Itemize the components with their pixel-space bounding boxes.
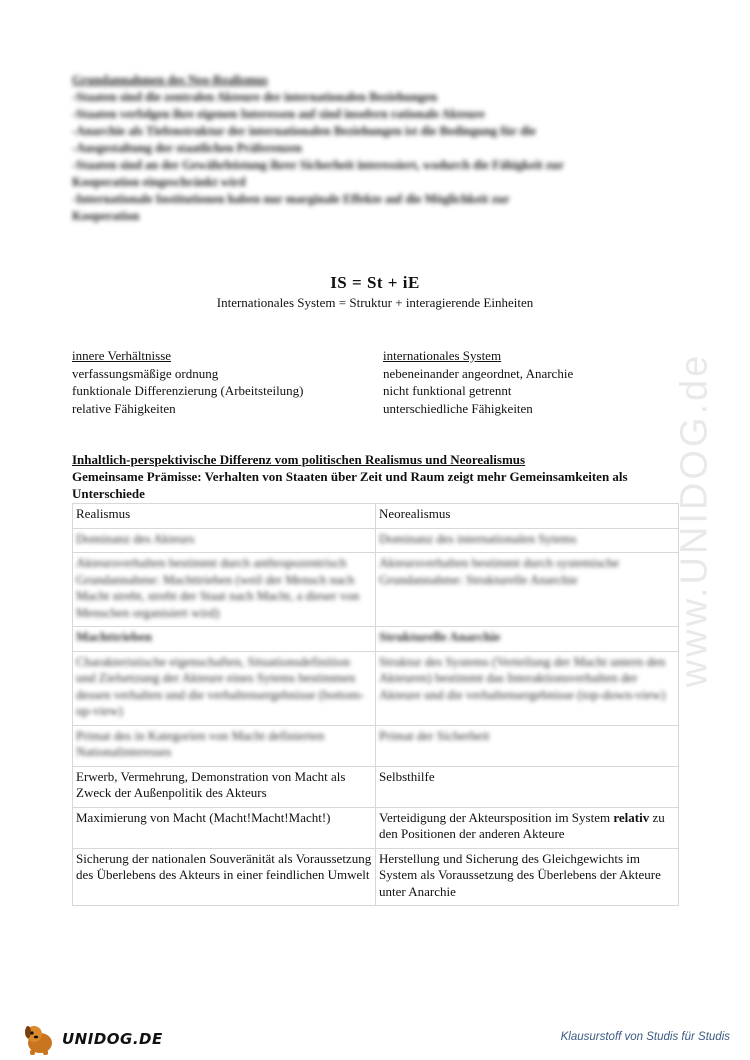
- table-row: [73, 651, 679, 725]
- unidog-logo: [22, 1020, 222, 1060]
- table-cell-blurred: Primat des in Kategorien von Macht definierten Nationalinteresses: [73, 725, 376, 766]
- table-cell-blurred: Primat der Sicherheit: [376, 725, 679, 766]
- intro-line: -Internationale Institutionen haben nur marginale Effekte auf die Möglichkeit zur: [72, 192, 510, 206]
- column-heading: innere Verhältnisse: [72, 348, 172, 363]
- intro-line: -Staaten verfolgen ihre eigenen Interessen auf sind insofern rationale Akteure: [72, 107, 485, 121]
- table-cell-blurred: Charakteristische eigenschaften, Situationsdefinition und Zielsetzung der Akteure eines Sytems bestimmen dessen verhalten und die verhaltensergebnisse (bottom-up-view): [73, 651, 376, 725]
- column-item: nebeneinander angeordnet, Anarchie: [383, 365, 574, 381]
- table-cell-blurred: Strukturelle Anarchie: [376, 627, 679, 652]
- table-header-cell: Realismus: [73, 504, 376, 529]
- intro-line: -Staaten sind die zentralen Akteure der internationalen Beziehungen: [72, 90, 438, 104]
- table-cell-blurred: Struktur des Systems (Verteilung der Macht untern den Akteuren) bestimmt das Interaktionsverhalten der Akteure und die verhaltensergebnisse (top-down-view): [376, 651, 679, 725]
- table-cell-blurred: Dominanz des Akteurs: [73, 528, 376, 553]
- table-row: [73, 766, 679, 807]
- table-cell-blurred: Dominanz des internationalen Sytems: [376, 528, 679, 553]
- table-row: [73, 848, 679, 906]
- intro-blurred: [72, 72, 672, 225]
- intro-heading: Grundannahmen des Neo-Realismus: [72, 73, 268, 87]
- table-header-cell: Neorealismus: [376, 504, 679, 529]
- column-heading: internationales System: [383, 348, 502, 363]
- section-title: Inhaltlich-perspektivische Differenz vom politischen Realismus und Neorealismus: [72, 452, 526, 467]
- intro-line: -Ausgestaltung der staatlichen Präferenzen: [72, 141, 302, 155]
- table-cell: Herstellung und Sicherung des Gleichgewichts im System als Voraussetzung des Überlebens der Akteure unter Anarchie: [376, 848, 679, 906]
- table-cell-blurred: Akteursverhalten bestimmt durch systemische Grundannahme: Strukturelle Anarchie: [376, 553, 679, 627]
- cell-text-bold: relativ: [613, 809, 650, 825]
- column-item: verfassungsmäßige ordnung: [72, 365, 219, 381]
- table-cell-blurred: Machttrieben: [73, 627, 376, 652]
- table-row: [73, 528, 679, 553]
- column-right: [383, 347, 573, 417]
- cell-text: zu den Positionen der anderen Akteure: [379, 809, 665, 841]
- table-row: [73, 725, 679, 766]
- formula-expression: IS = St + iE: [330, 273, 420, 292]
- formula-block: [0, 273, 750, 311]
- intro-line: Kooperation: [72, 209, 140, 223]
- section-heading: [72, 451, 682, 502]
- table-header-row: [73, 504, 679, 529]
- column-left: [72, 347, 304, 417]
- formula-description: Internationales System = Struktur + interagierende Einheiten: [216, 295, 534, 310]
- intro-line: Kooperation eingeschränkt wird: [72, 175, 246, 189]
- dog-icon: [22, 1022, 58, 1056]
- column-item: nicht funktional getrennt: [383, 383, 512, 398]
- column-item: unterschiedliche Fähigkeiten: [383, 400, 533, 416]
- comparison-table: [72, 503, 679, 906]
- intro-line: -Anarchie als Tiefenstruktur der internationalen Beziehungen ist die Bedingung für die: [72, 124, 536, 138]
- table-row: [73, 627, 679, 652]
- table-cell: Selbsthilfe: [376, 766, 679, 807]
- table-row: [73, 807, 679, 848]
- table-row: [73, 553, 679, 627]
- table-cell: Erwerb, Vermehrung, Demonstration von Macht als Zweck der Außenpolitik des Akteurs: [73, 766, 376, 807]
- intro-line: -Staaten sind an der Gewährleistung ihrer Sicherheit interessiert, wodurch die Fähigkeit zur: [72, 158, 564, 172]
- column-item: funktionale Differenzierung (Arbeitsteilung): [72, 383, 304, 398]
- watermark-text: www.UNIDOG.de: [673, 352, 716, 688]
- cell-text: Verteidigung der Akteursposition im System: [379, 809, 614, 825]
- footer-tagline: Klausurstoff von Studis für Studis: [560, 1031, 730, 1043]
- logo-text: UNIDOG.DE: [62, 1030, 163, 1048]
- table-cell-blurred: Akteursverhalten bestimmt durch anthropozentrisch Grundannahme: Machttrieben (weil der Mensch nach Macht strebt, strebt der Staat nach Macht, a dieser von Menschen organisiert wird): [73, 553, 376, 627]
- section-premise: Gemeinsame Prämisse: Verhalten von Staaten über Zeit und Raum zeigt mehr Gemeinsamkeiten als Unterschiede: [72, 469, 628, 501]
- table-cell: [376, 807, 679, 848]
- column-item: relative Fähigkeiten: [72, 400, 176, 416]
- table-cell: Sicherung der nationalen Souveränität als Voraussetzung des Überlebens des Akteurs in einer feindlichen Umwelt: [73, 848, 376, 906]
- table-cell: Maximierung von Macht (Macht!Macht!Macht!): [73, 807, 376, 848]
